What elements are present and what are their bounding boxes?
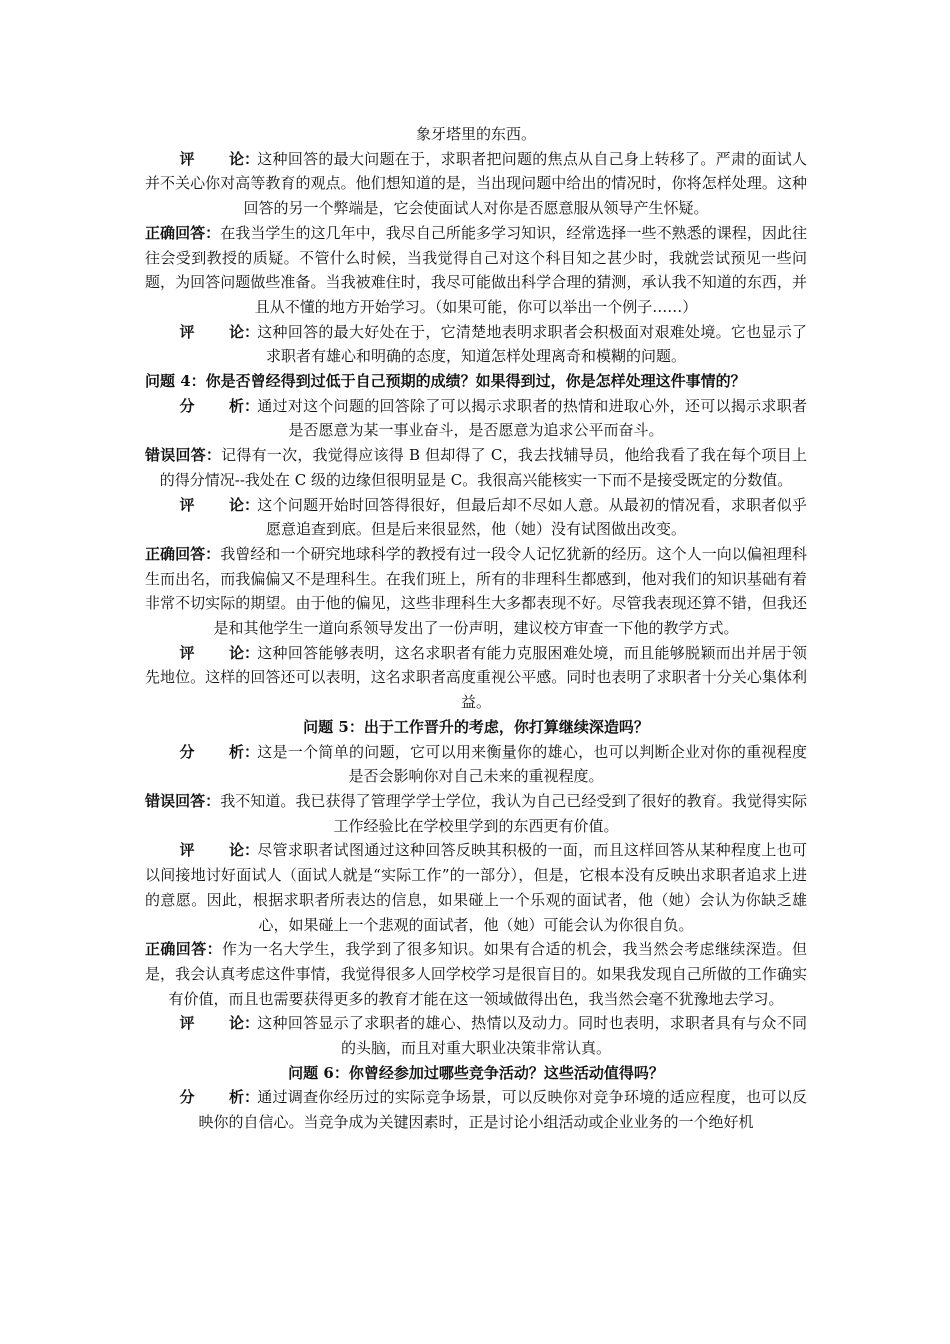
wrong-answer-label: 错误回答：: [145, 446, 222, 465]
correct-answer-text: 作为一名大学生，我学到了很多知识。如果有合适的机会，我当然会考虑继续深造。但是，我会认真考虑这件事情，我觉得很多人回学校学习是很盲目的。如果我发现自己所做的工作确实有价值，而且也需要获得更多的教育才能在这一领域做得出色，我当然会毫不犹豫地去学习。: [145, 940, 807, 1008]
wrong-answer-label: 错误回答：: [145, 791, 221, 810]
wrong-answer-text: 我不知道。我已获得了管理学学士学位，我认为自己已经受到了很好的教育。我觉得实际工作经验比在学校里学到的东西更有价值。: [220, 791, 807, 835]
analysis-label: 分 析：: [179, 396, 260, 415]
question-heading: 问题 6：你曾经参加过哪些竞争活动？这些活动值得吗？: [288, 1063, 664, 1082]
comment-label: 评 论：: [179, 841, 260, 860]
correct-answer-paragraph: [145, 221, 807, 320]
comment-text: 尽管求职者试图通过这种回答反映其积极的一面，而且这样回答从某种程度上也可以间接地讨好面试人（面试人就是“实际工作”的一部分），但是，它根本没有反映出求职者追求上进的意愿。因此，根据求职者所表达的信息，如果碰上一个乐观的面试者，他（她）会认为你缺乏雄心，如果碰上一个悲观的面试者，他（她）可能会认为你很自负。: [145, 841, 807, 934]
correct-answer-paragraph: [145, 937, 807, 1011]
analysis-label: 分 析：: [179, 742, 260, 761]
correct-answer-text: 我曾经和一个研究地球科学的教授有过一段令人记忆犹新的经历。这个人一向以偏袒理科生而出名，而我偏偏又不是理科生。在我们班上，所有的非理科生都感到，他对我们的知识基础有着非常不切实际的期望。由于他的偏见，这些非理科生大多都表现不好。尽管我表现还算不错，但我还是和其他学生一道向系领导发出了一份声明，建议校方审查一下他的教学方式。: [145, 544, 807, 638]
analysis-paragraph: [145, 1085, 807, 1134]
comment-label: 评 论：: [179, 149, 260, 168]
correct-answer-label: 正确回答：: [145, 544, 221, 563]
analysis-text: 通过调查你经历过的实际竞争场景，可以反映你对竞争环境的适应程度，也可以反映你的自信心。当竞争成为关键因素时，正是讨论小组活动或企业业务的一个绝好机: [198, 1088, 807, 1132]
comment-label: 评 论：: [179, 643, 260, 662]
comment-label: 评 论：: [179, 495, 260, 514]
wrong-answer-text: 记得有一次，我觉得应该得 B 但却得了 C，我去找辅导员，他给我看了我在每个项目上的得分情况--我处在 C 级的边缘但很明显是 C。我很高兴能核实一下而不是接受既定的分数值。: [159, 446, 807, 489]
paragraph-continuation: 象牙塔里的东西。: [415, 125, 536, 143]
comment-paragraph: [145, 1011, 807, 1060]
analysis-paragraph: [145, 394, 807, 443]
comment-text: 这种回答的最大问题在于，求职者把问题的焦点从自己身上转移了。严肃的面试人并不关心你对高等教育的观点。他们想知道的是，当出现问题中给出的情况时，你将怎样处理。这种回答的另一个弊端是，它会使面试人对你是否愿意服从领导产生怀疑。: [145, 149, 807, 218]
comment-text: 这种回答显示了求职者的雄心、热情以及动力。同时也表明，求职者具有与众不同的头脑，而且对重大职业决策非常认真。: [257, 1014, 807, 1058]
comment-label: 评 论：: [179, 322, 260, 341]
comment-text: 这种回答能够表明，这名求职者有能力克服困难处境，而且能够脱颖而出并居于领先地位。这样的回答还可以表明，这名求职者高度重视公平感。同时也表明了求职者十分关心集体利益。: [145, 643, 807, 712]
correct-answer-label: 正确回答：: [145, 940, 223, 959]
comment-label: 评 论：: [179, 1014, 260, 1033]
comment-paragraph: [145, 147, 807, 221]
comment-text: 这种回答的最大好处在于，它清楚地表明求职者会积极面对艰难处境。它也显示了求职者有雄心和明确的态度，知道怎样处理离奇和模糊的问题。: [257, 322, 807, 366]
comment-paragraph: [145, 641, 807, 715]
comment-paragraph: [145, 320, 807, 369]
document-page: [145, 122, 807, 1135]
question-heading: 问题 4：你是否曾经得到过低于自己预期的成绩？如果得到过，你是怎样处理这件事情的？: [145, 372, 746, 391]
correct-answer-paragraph: [145, 542, 807, 641]
analysis-paragraph: [145, 740, 807, 789]
comment-paragraph: [145, 838, 807, 937]
wrong-answer-paragraph: [145, 789, 807, 838]
correct-answer-label: 正确回答：: [145, 223, 221, 242]
analysis-text: 通过对这个问题的回答除了可以揭示求职者的热情和进取心外，还可以揭示求职者是否愿意为某一事业奋斗，是否愿意为追求公平而奋斗。: [257, 396, 807, 440]
correct-answer-text: 在我当学生的这几年中，我尽自己所能多学习知识，经常选择一些不熟悉的课程，因此往往会受到教授的质疑。不管什么时候，当我觉得自己对这个科目知之甚少时，我就尝试预见一些问题，为回答问题做些准备。当我被难住时，我尽可能做出科学合理的猜测，承认我不知道的东西，并且从不懂的地方开始学习。（如果可能，你可以举出一个例子……）: [145, 223, 807, 316]
comment-text: 这个问题开始时回答得很好，但最后却不尽如人意。从最初的情况看，求职者似乎愿意追查到底。但是后来很显然，他（她）没有试图做出改变。: [257, 495, 807, 539]
analysis-label: 分 析：: [179, 1088, 260, 1107]
comment-paragraph: [145, 493, 807, 542]
question-heading: 问题 5：出于工作晋升的考虑，你打算继续深造吗？: [303, 717, 649, 736]
wrong-answer-paragraph: [145, 443, 807, 492]
analysis-text: 这是一个简单的问题，它可以用来衡量你的雄心，也可以判断企业对你的重视程度是否会影响你对自己未来的重视程度。: [257, 742, 807, 786]
